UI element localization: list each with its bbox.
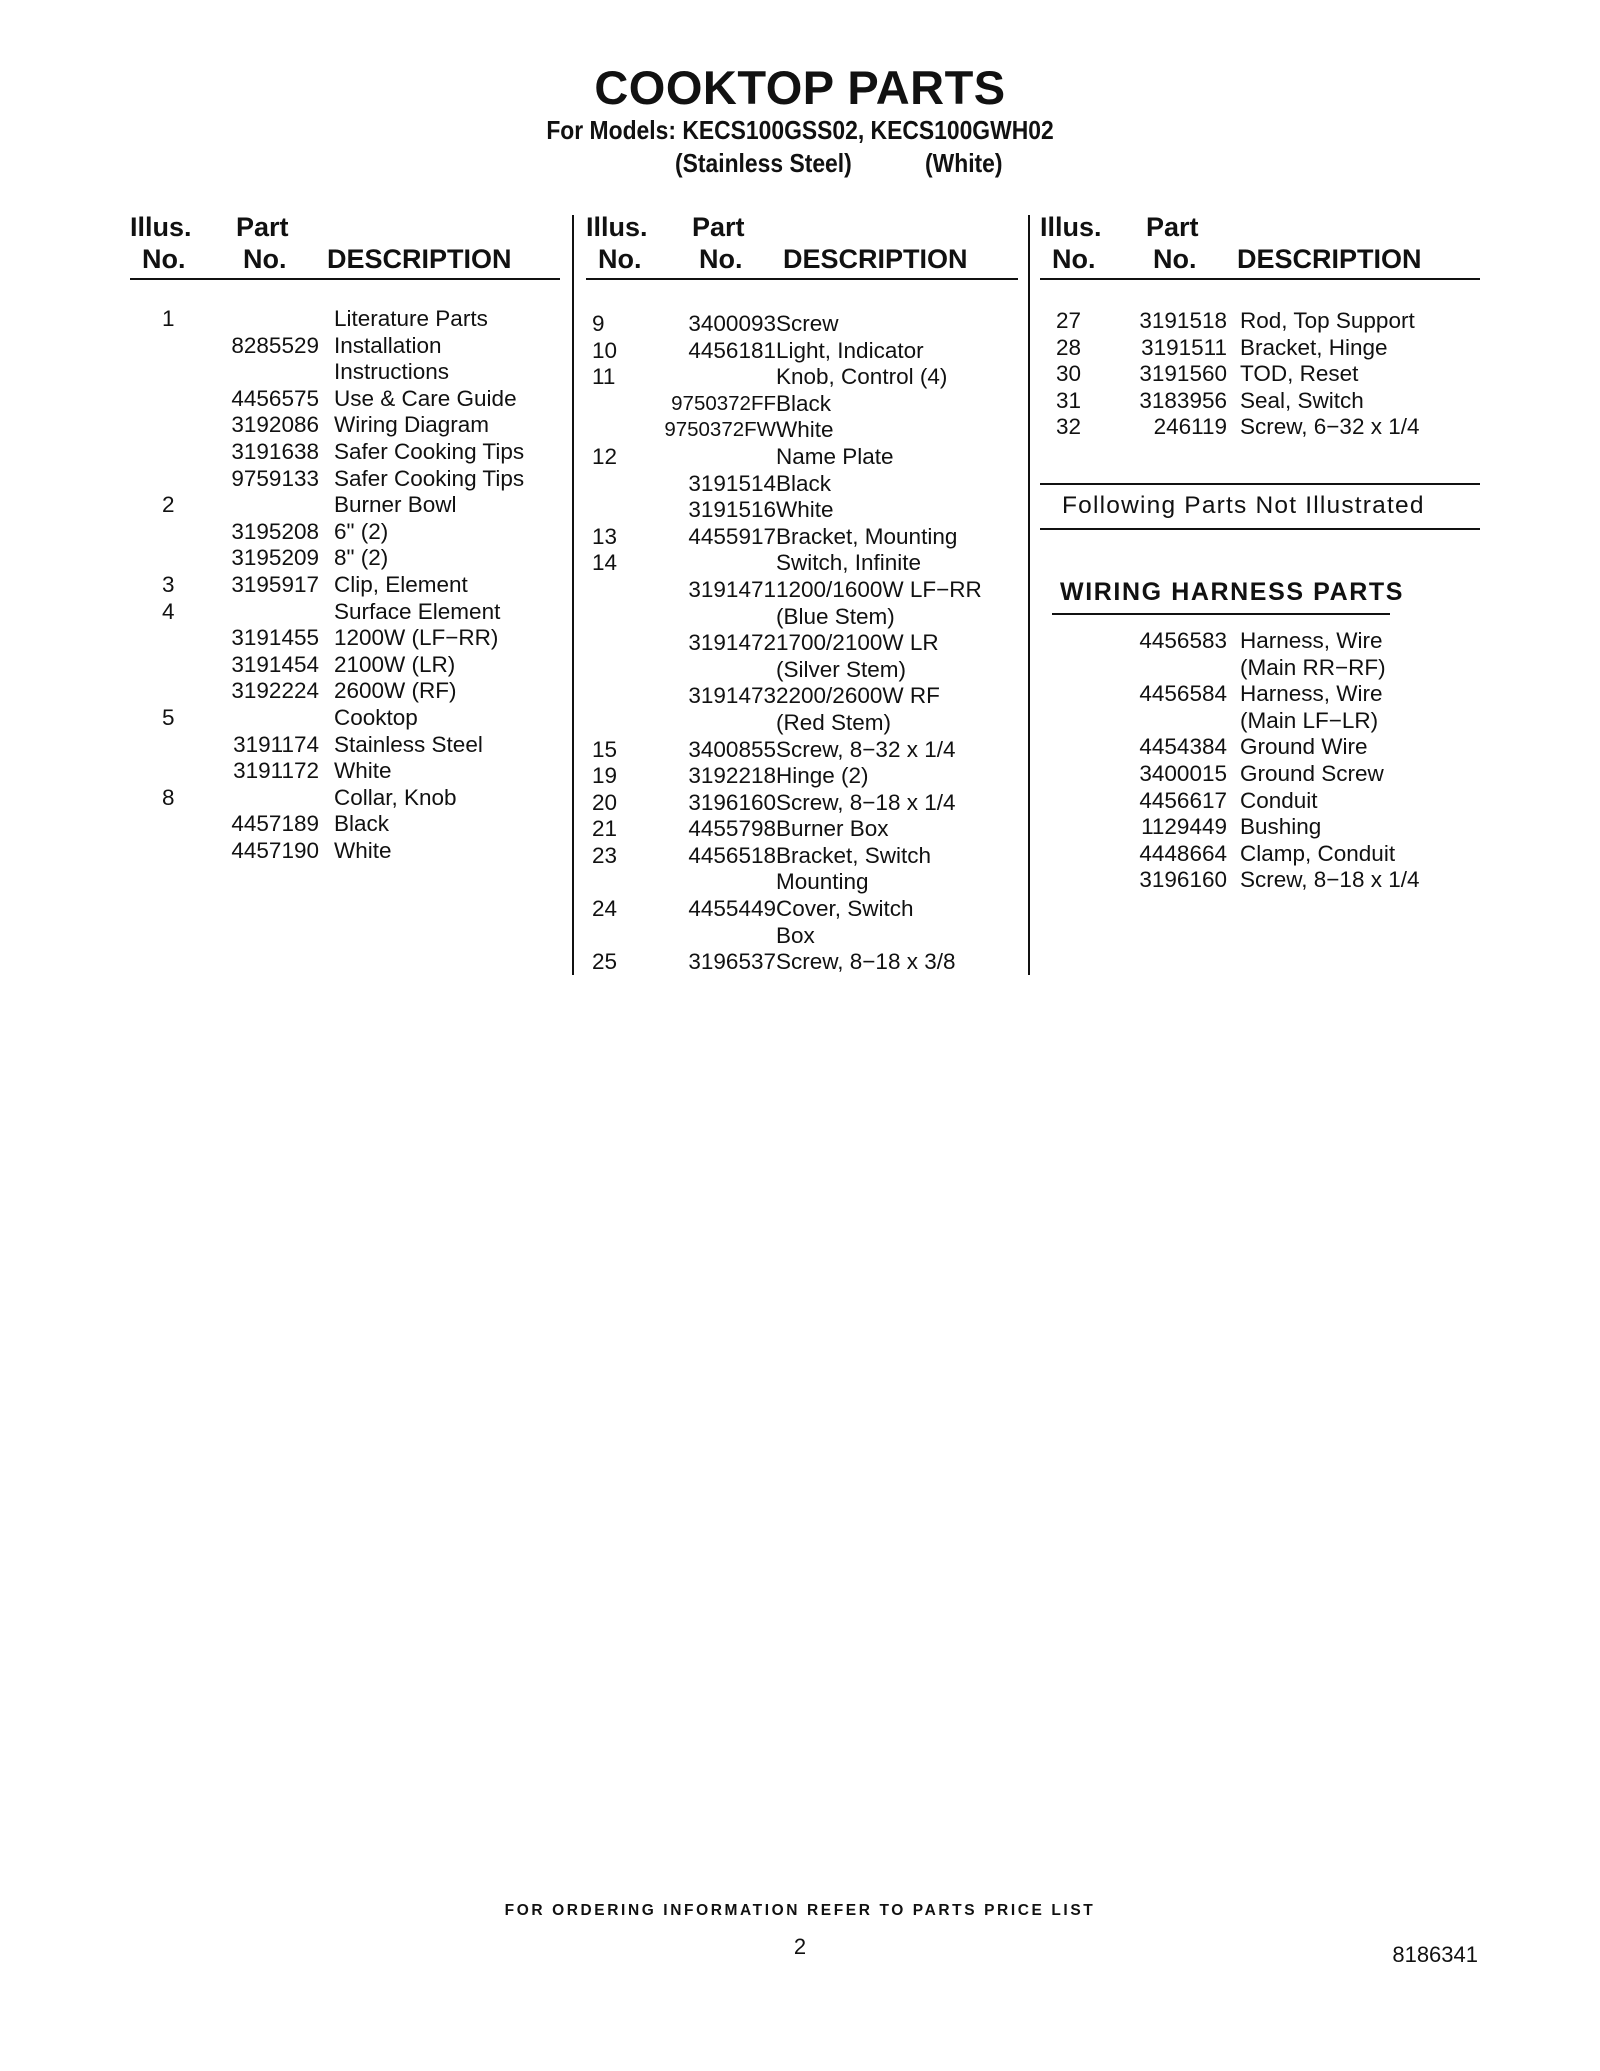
part-description: Switch, Infinite <box>776 550 922 576</box>
part-description: White <box>334 758 392 784</box>
part-row <box>586 896 1018 923</box>
part-number: 3191472 <box>688 630 776 656</box>
illus-number: 32 <box>1056 414 1082 440</box>
part-number: 3191514 <box>688 470 776 496</box>
part-row <box>130 412 560 439</box>
part-row <box>1040 335 1480 362</box>
part-row <box>130 785 560 812</box>
part-description: Screw, 8−18 x 3/8 <box>776 949 956 975</box>
part-row <box>586 311 1018 338</box>
part-row <box>130 678 560 705</box>
part-row <box>586 737 1018 764</box>
part-row <box>586 471 1018 498</box>
part-number: 9759133 <box>231 465 319 491</box>
illus-number: 11 <box>592 364 616 390</box>
part-row <box>1040 708 1480 735</box>
illus-number: 13 <box>592 523 618 549</box>
part-row <box>586 604 1018 631</box>
part-description: Bushing <box>1240 814 1322 840</box>
part-description: Bracket, Hinge <box>1240 334 1388 360</box>
column-header <box>586 210 1018 278</box>
part-row <box>130 439 560 466</box>
part-row <box>130 625 560 652</box>
header-part: Part <box>692 212 745 242</box>
illus-number: 10 <box>592 337 618 363</box>
header-part-no: No. <box>1153 244 1197 274</box>
part-description: Stainless Steel <box>334 731 483 757</box>
part-number: 4456518 <box>688 842 776 868</box>
part-description: Collar, Knob <box>334 784 457 810</box>
part-description: Clip, Element <box>334 571 468 597</box>
part-number: 4456584 <box>1139 681 1227 707</box>
part-number: 4455449 <box>688 896 776 922</box>
part-description: Use & Care Guide <box>334 385 517 411</box>
part-number: 4456583 <box>1139 628 1227 653</box>
column-header <box>1040 210 1480 278</box>
header-illus: Illus. <box>586 212 648 242</box>
part-row <box>130 732 560 759</box>
part-row <box>586 524 1018 551</box>
part-number: 4456575 <box>231 385 319 411</box>
part-description: (Main RR−RF) <box>1240 654 1386 680</box>
part-description: Burner Box <box>776 816 889 842</box>
part-number: 246119 <box>1153 414 1227 440</box>
illus-number: 31 <box>1056 387 1082 413</box>
part-row <box>1040 867 1480 894</box>
part-row <box>586 949 1018 976</box>
header-part: Part <box>1146 212 1199 242</box>
illus-number: 9 <box>592 311 605 336</box>
part-description: Seal, Switch <box>1240 387 1364 413</box>
part-description: Box <box>776 922 815 948</box>
part-description: Cooktop <box>334 704 418 730</box>
part-number: 3191518 <box>1139 308 1227 333</box>
header-rule <box>130 278 560 280</box>
part-number: 3195209 <box>231 545 319 571</box>
part-row <box>586 869 1018 896</box>
part-number: 3191455 <box>231 625 319 651</box>
part-number: 3191560 <box>1139 361 1227 387</box>
finish-stainless: (Stainless Steel) <box>675 148 852 178</box>
part-row <box>586 763 1018 790</box>
section-rule <box>1040 528 1480 530</box>
part-number: 4454384 <box>1139 734 1227 760</box>
column-divider <box>572 215 574 975</box>
part-description: Safer Cooking Tips <box>334 465 525 491</box>
part-description: Installation <box>334 332 442 358</box>
part-row <box>1040 814 1480 841</box>
part-description: Burner Bowl <box>334 492 457 518</box>
header-description: DESCRIPTION <box>327 244 512 274</box>
part-number: 4455917 <box>688 523 776 549</box>
part-description: Mounting <box>776 869 869 895</box>
part-description: (Red Stem) <box>776 709 892 735</box>
part-row <box>130 705 560 732</box>
part-description: Screw <box>776 311 839 336</box>
part-description: 2100W (LR) <box>334 651 456 677</box>
part-description: Safer Cooking Tips <box>334 438 525 464</box>
parts-list <box>130 306 560 864</box>
part-row <box>1040 761 1480 788</box>
part-row <box>1040 308 1480 335</box>
part-row <box>1040 361 1480 388</box>
part-row <box>130 333 560 360</box>
header-illus: Illus. <box>1040 212 1102 242</box>
part-description: Wiring Diagram <box>334 412 490 438</box>
part-row <box>1040 628 1480 655</box>
part-number: 3192218 <box>688 763 776 789</box>
part-row <box>586 364 1018 391</box>
part-row <box>130 652 560 679</box>
part-description: Black <box>776 470 832 496</box>
part-number: 3183956 <box>1139 387 1227 413</box>
part-description: (Blue Stem) <box>776 603 895 629</box>
part-number: 3191471 <box>688 576 776 602</box>
part-row <box>586 444 1018 471</box>
illus-number: 20 <box>592 789 618 815</box>
part-row <box>586 816 1018 843</box>
part-row <box>130 492 560 519</box>
part-row <box>586 630 1018 657</box>
part-description: 2200/2600W RF <box>776 683 940 709</box>
part-number: 9750372FW <box>664 418 776 442</box>
part-description: Black <box>776 390 832 416</box>
part-description: Clamp, Conduit <box>1240 840 1396 866</box>
part-description: Screw, 8−32 x 1/4 <box>776 736 956 762</box>
illus-number: 4 <box>162 598 175 624</box>
part-description: Screw, 8−18 x 1/4 <box>1240 867 1420 893</box>
part-description: Rod, Top Support <box>1240 308 1415 333</box>
header-illus: Illus. <box>130 212 192 242</box>
part-number: 3195208 <box>231 518 319 544</box>
illus-number: 23 <box>592 842 618 868</box>
part-description: Instructions <box>334 359 450 385</box>
part-description: Light, Indicator <box>776 337 924 363</box>
header-part-no: No. <box>699 244 743 274</box>
part-number: 3192086 <box>231 412 319 438</box>
part-row <box>130 466 560 493</box>
models-subtitle: For Models: KECS100GSS02, KECS100GWH02 <box>546 115 1054 145</box>
part-row <box>586 790 1018 817</box>
harness-parts-list <box>1040 628 1480 894</box>
part-number: 3191638 <box>231 438 319 464</box>
finish-white: (White) <box>925 148 1003 178</box>
part-number: 3191174 <box>233 731 319 757</box>
part-description: Name Plate <box>776 443 894 469</box>
parts-list <box>586 311 1018 976</box>
part-row <box>586 338 1018 365</box>
header-illus-no: No. <box>142 244 186 274</box>
section-rule <box>1040 483 1480 485</box>
illus-number: 27 <box>1056 308 1082 333</box>
part-description: Surface Element <box>334 598 501 624</box>
part-row <box>586 843 1018 870</box>
part-row <box>130 758 560 785</box>
part-description: 1200/1600W LF−RR <box>776 576 982 602</box>
part-number: 3191473 <box>688 683 776 709</box>
part-number: 3400855 <box>688 736 776 762</box>
header-rule <box>586 278 1018 280</box>
part-description: 2600W (RF) <box>334 678 457 704</box>
illus-number: 8 <box>162 784 175 810</box>
part-row <box>1040 388 1480 415</box>
part-row <box>586 923 1018 950</box>
harness-section-title: WIRING HARNESS PARTS <box>1060 578 1405 606</box>
part-number: 4456617 <box>1139 787 1227 813</box>
part-number: 8285529 <box>231 332 319 358</box>
part-number: 3196160 <box>1139 867 1227 893</box>
part-description: Hinge (2) <box>776 763 869 789</box>
part-description: Screw, 8−18 x 1/4 <box>776 789 956 815</box>
part-row <box>130 599 560 626</box>
header-description: DESCRIPTION <box>1237 244 1422 274</box>
illus-number: 28 <box>1056 334 1082 360</box>
column-divider <box>1028 215 1030 975</box>
part-description: 8" (2) <box>334 545 389 571</box>
part-description: Cover, Switch <box>776 896 914 922</box>
page-title: COOKTOP PARTS <box>594 61 1006 114</box>
illus-number: 30 <box>1056 361 1082 387</box>
part-description: Conduit <box>1240 787 1318 813</box>
illus-number: 1 <box>162 306 175 331</box>
part-description: Black <box>334 811 390 837</box>
part-description: White <box>776 497 834 523</box>
part-row <box>1040 734 1480 761</box>
part-row <box>586 577 1018 604</box>
part-number: 3191511 <box>1141 334 1227 360</box>
parts-list <box>1040 308 1480 441</box>
part-number: 4457189 <box>231 811 319 837</box>
part-description: (Main LF−LR) <box>1240 707 1379 733</box>
part-description: 6" (2) <box>334 518 389 544</box>
column-header <box>130 210 560 278</box>
part-row <box>130 386 560 413</box>
parts-column-2 <box>586 210 1018 975</box>
part-number: 3400093 <box>688 311 776 336</box>
part-number: 1129449 <box>1141 814 1227 840</box>
part-description: Bracket, Mounting <box>776 523 958 549</box>
illus-number: 2 <box>162 492 175 518</box>
part-description: Knob, Control (4) <box>776 364 948 390</box>
part-number: 3191172 <box>233 758 319 784</box>
part-row <box>586 550 1018 577</box>
part-row <box>130 306 560 333</box>
part-row <box>586 391 1018 418</box>
header-illus-no: No. <box>598 244 642 274</box>
part-row <box>130 811 560 838</box>
part-row <box>586 710 1018 737</box>
part-number: 3196537 <box>688 949 776 975</box>
illus-number: 24 <box>592 896 618 922</box>
part-description: White <box>334 837 392 863</box>
ordering-footer: FOR ORDERING INFORMATION REFER TO PARTS PRICE LIST <box>504 1902 1096 1919</box>
part-number: 4455798 <box>688 816 776 842</box>
part-number: 4448664 <box>1139 840 1227 866</box>
part-number: 3191516 <box>688 497 776 523</box>
part-row <box>1040 655 1480 682</box>
part-number: 3192224 <box>231 678 319 704</box>
part-description: TOD, Reset <box>1240 361 1359 387</box>
part-row <box>130 545 560 572</box>
part-description: 1200W (LF−RR) <box>334 625 499 651</box>
parts-column-1 <box>130 210 560 863</box>
part-description: Literature Parts <box>334 306 488 331</box>
page-number: 2 <box>793 1934 807 1959</box>
illus-number: 25 <box>592 949 618 975</box>
part-description: Harness, Wire <box>1240 681 1383 707</box>
illus-number: 21 <box>592 816 618 842</box>
header-part: Part <box>236 212 289 242</box>
part-row <box>586 657 1018 684</box>
illus-number: 19 <box>592 763 618 789</box>
illus-number: 15 <box>592 736 618 762</box>
part-row <box>130 519 560 546</box>
part-description: Ground Screw <box>1240 760 1384 786</box>
part-description: White <box>776 417 834 443</box>
part-row <box>130 359 560 386</box>
part-number: 3196160 <box>688 789 776 815</box>
header-rule <box>1040 278 1480 280</box>
header-illus-no: No. <box>1052 244 1096 274</box>
header-description: DESCRIPTION <box>783 244 968 274</box>
part-row <box>1040 681 1480 708</box>
part-number: 4456181 <box>688 337 776 363</box>
illus-number: 12 <box>592 443 618 469</box>
illus-number: 3 <box>162 571 175 597</box>
part-number: 3191454 <box>231 651 319 677</box>
part-row <box>1040 414 1480 441</box>
harness-title-rule <box>1052 613 1390 615</box>
part-row <box>130 838 560 865</box>
illus-number: 5 <box>162 704 175 730</box>
part-row <box>586 683 1018 710</box>
part-row <box>130 572 560 599</box>
part-description: Screw, 6−32 x 1/4 <box>1240 414 1420 440</box>
not-illustrated-note: Following Parts Not Illustrated <box>1062 492 1425 519</box>
part-description: 1700/2100W LR <box>776 630 939 656</box>
part-row <box>1040 788 1480 815</box>
part-row <box>586 417 1018 444</box>
part-description: Harness, Wire <box>1240 628 1383 653</box>
part-number: 3400015 <box>1139 760 1227 786</box>
document-number: 8186341 <box>1392 1942 1478 1967</box>
part-description: Ground Wire <box>1240 734 1368 760</box>
part-number: 9750372FF <box>671 391 776 415</box>
part-description: Bracket, Switch <box>776 842 932 868</box>
header-part-no: No. <box>243 244 287 274</box>
part-row <box>586 497 1018 524</box>
part-description: (Silver Stem) <box>776 656 907 682</box>
part-number: 4457190 <box>231 837 319 863</box>
part-number: 3195917 <box>231 571 319 597</box>
illus-number: 14 <box>592 550 618 576</box>
part-row <box>1040 841 1480 868</box>
